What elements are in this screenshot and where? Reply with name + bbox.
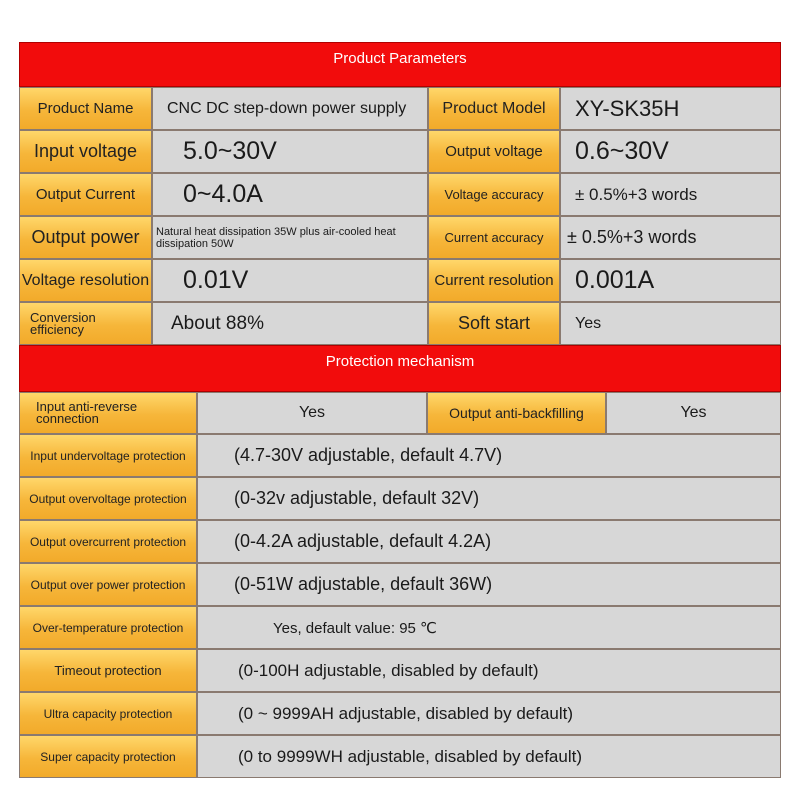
protection-row: [19, 563, 781, 606]
param-row: [19, 87, 781, 130]
current-accuracy-label: Current accuracy: [428, 216, 560, 259]
output-current-value: 0~4.0A: [152, 173, 428, 216]
input-voltage-value: 5.0~30V: [152, 130, 428, 173]
protection-label: Output overvoltage protection: [19, 477, 197, 520]
protection-row: [19, 649, 781, 692]
protection-row: [19, 392, 781, 434]
protection-label: Output over power protection: [19, 563, 197, 606]
protection-label: Over-temperature protection: [19, 606, 197, 649]
protection-row: [19, 692, 781, 735]
protection-label: Ultra capacity protection: [19, 692, 197, 735]
input-anti-reverse-label: Input anti-reverse connection: [19, 392, 197, 434]
input-anti-reverse-value: Yes: [197, 392, 427, 434]
output-power-value: Natural heat dissipation 35W plus air-cooled heat dissipation 50W: [152, 216, 428, 259]
protection-value: (0-4.2A adjustable, default 4.2A): [197, 520, 781, 563]
product-model-label: Product Model: [428, 87, 560, 130]
protection-row: [19, 735, 781, 778]
current-resolution-label: Current resolution: [428, 259, 560, 302]
param-row: [19, 216, 781, 259]
protection-value: Yes, default value: 95 ℃: [197, 606, 781, 649]
protection-label: Super capacity protection: [19, 735, 197, 778]
protection-row: [19, 434, 781, 477]
protection-value: (0-100H adjustable, disabled by default): [197, 649, 781, 692]
protection-row: [19, 477, 781, 520]
protection-value: (0 ~ 9999AH adjustable, disabled by default): [197, 692, 781, 735]
protection-row: [19, 520, 781, 563]
output-voltage-value: 0.6~30V: [560, 130, 781, 173]
protection-label: Output overcurrent protection: [19, 520, 197, 563]
protection-list: [19, 434, 781, 778]
protection-value: (4.7-30V adjustable, default 4.7V): [197, 434, 781, 477]
output-current-label: Output Current: [19, 173, 152, 216]
protection-row: [19, 606, 781, 649]
conversion-efficiency-label: Conversion efficiency: [19, 302, 152, 345]
conversion-efficiency-value: About 88%: [152, 302, 428, 345]
voltage-resolution-label: Voltage resolution: [19, 259, 152, 302]
output-voltage-label: Output voltage: [428, 130, 560, 173]
protection-mechanism-banner: Protection mechanism: [19, 345, 781, 392]
current-accuracy-value: ± 0.5%+3 words: [560, 216, 781, 259]
input-voltage-label: Input voltage: [19, 130, 152, 173]
spec-sheet: [19, 42, 781, 778]
param-row: [19, 302, 781, 345]
output-anti-backfilling-label: Output anti-backfilling: [427, 392, 606, 434]
protection-value: (0 to 9999WH adjustable, disabled by default): [197, 735, 781, 778]
voltage-accuracy-label: Voltage accuracy: [428, 173, 560, 216]
protection-value: (0-51W adjustable, default 36W): [197, 563, 781, 606]
protection-label: Input undervoltage protection: [19, 434, 197, 477]
param-row: [19, 173, 781, 216]
output-anti-backfilling-value: Yes: [606, 392, 781, 434]
voltage-resolution-value: 0.01V: [152, 259, 428, 302]
soft-start-value: Yes: [560, 302, 781, 345]
protection-label: Timeout protection: [19, 649, 197, 692]
product-parameters-banner: Product Parameters: [19, 42, 781, 87]
product-model-value: XY-SK35H: [560, 87, 781, 130]
param-row: [19, 130, 781, 173]
voltage-accuracy-value: ± 0.5%+3 words: [560, 173, 781, 216]
param-row: [19, 259, 781, 302]
product-name-value: CNC DC step-down power supply: [152, 87, 428, 130]
current-resolution-value: 0.001A: [560, 259, 781, 302]
product-name-label: Product Name: [19, 87, 152, 130]
soft-start-label: Soft start: [428, 302, 560, 345]
output-power-label: Output power: [19, 216, 152, 259]
protection-value: (0-32v adjustable, default 32V): [197, 477, 781, 520]
